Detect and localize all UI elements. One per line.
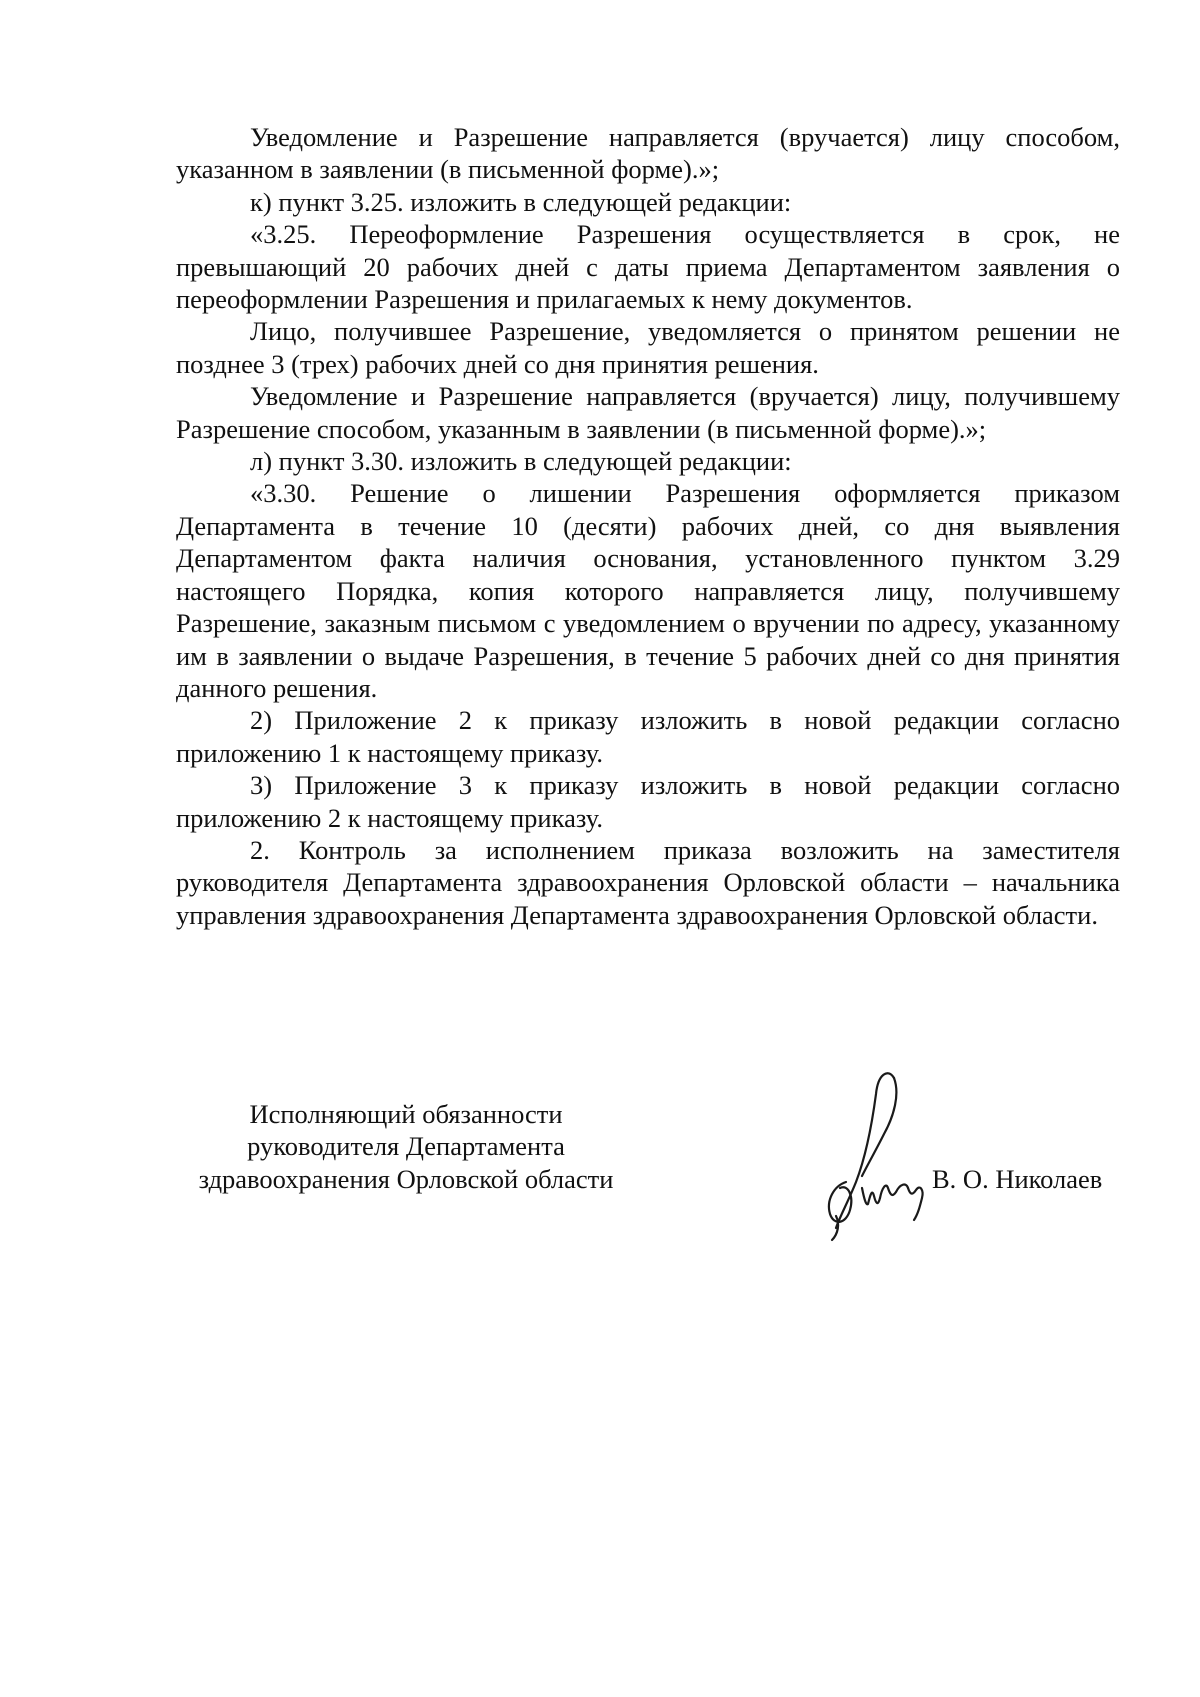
paragraph-recipient-notice: Лицо, получившее Разрешение, уведомляется о принятом решении не позднее 3 (трех) рабочих дней со дня принятия решения. [176,316,1120,379]
paragraph-notification-2: Уведомление и Разрешение направляется (вручается) лицу, получившему Разрешение способом, указанным в заявлении (в письменной форме).»; [176,381,1120,444]
signatory-title-line: руководителя Департамента [247,1131,565,1162]
signatory-name: В. О. Николаев [932,1164,1103,1194]
paragraph-item-l: л) пункт 3.30. изложить в следующей редакции: [250,446,792,477]
paragraph-3-30: «3.30. Решение о лишении Разрешения оформляется приказом Департамента в течение 10 (десяти) рабочих дней, со дня выявления Департаментом факта наличия основания, установленного пунктом 3.29 настоящего Порядка, копия которого направляется лицу, получившему Разрешение, заказным письмом с уведомлением о вручении по адресу, указанному им в заявлении о выдаче Разрешения, в течение 5 рабочих дней со дня принятия данного решения. [176,478,1120,703]
handwritten-signature [822,1064,930,1244]
signatory-title-line: Исполняющий обязанности [249,1099,563,1129]
document-body [176,121,1120,931]
paragraph-notification: Уведомление и Разрешение направляется (вручается) лицу способом, указанном в заявлении (в письменной форме).»; [176,122,1120,185]
paragraph-3-25: «3.25. Переоформление Разрешения осуществляется в срок, не превышающий 20 рабочих дней с даты приема Департаментом заявления о переоформлении Разрешения и прилагаемых к нему документов. [176,219,1120,315]
paragraph-appendix-3: 3) Приложение 3 к приказу изложить в новой редакции согласно приложению 2 к настоящему приказу. [176,770,1120,833]
paragraph-appendix-2: 2) Приложение 2 к приказу изложить в новой редакции согласно приложению 1 к настоящему приказу. [176,705,1120,768]
paragraph-control: 2. Контроль за исполнением приказа возложить на заместителя руководителя Департамента здравоохранения Орловской области – начальника управления здравоохранения Департамента здравоохранения Орловской области. [176,834,1120,930]
signatory-title-line: здравоохранения Орловской области [198,1163,614,1194]
paragraph-item-k: к) пункт 3.25. изложить в следующей редакции: [250,186,792,217]
signatory-title [176,1098,636,1195]
